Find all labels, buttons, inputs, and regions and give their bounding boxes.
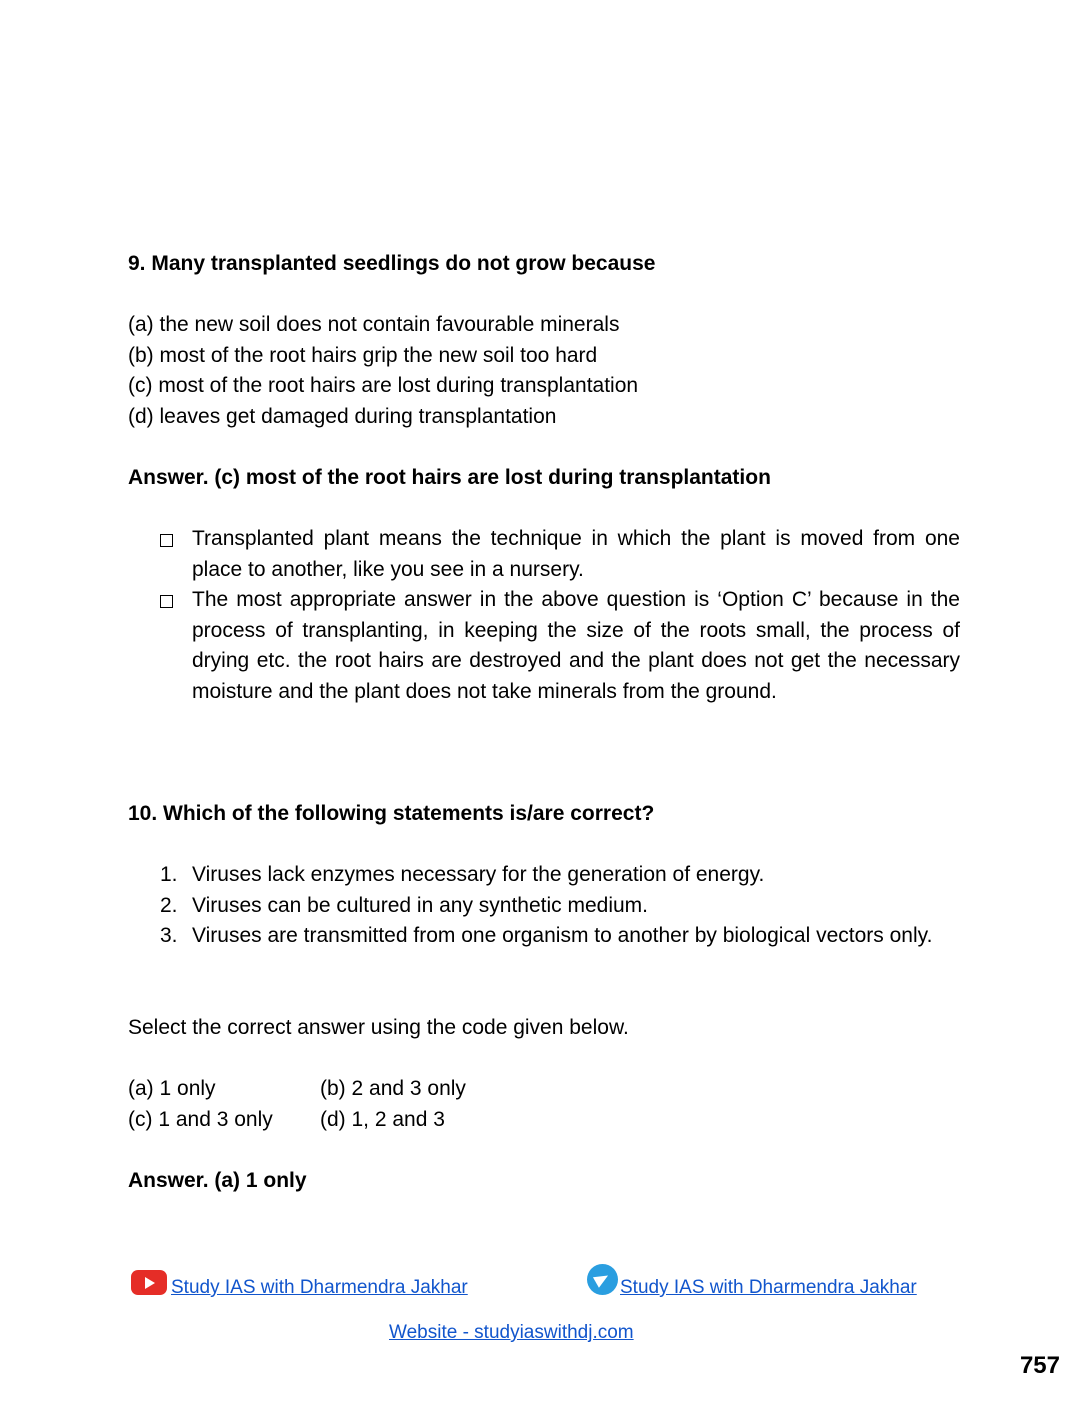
option-d: (d) leaves get damaged during transplantation: [128, 404, 557, 428]
statement-number: 3.: [160, 924, 178, 948]
bullet-square-icon: [160, 534, 173, 547]
youtube-link[interactable]: Study IAS with Dharmendra Jakhar: [171, 1277, 468, 1298]
statement-list: [160, 860, 960, 952]
statement-item: [160, 860, 960, 891]
page-number: 757: [1019, 1352, 1060, 1379]
question-10-answer: Answer. (a) 1 only: [128, 1169, 307, 1192]
explanation-text: Transplanted plant means the technique in which the plant is moved from one place to another, like you see in a nursery.: [192, 527, 960, 581]
question-9-title: 9. Many transplanted seedlings do not grow because: [128, 252, 656, 275]
telegram-link[interactable]: Study IAS with Dharmendra Jakhar: [620, 1277, 917, 1298]
question-10-title: 10. Which of the following statements is/are correct?: [128, 802, 655, 825]
explanation-item: [160, 524, 960, 585]
statement-text: Viruses can be cultured in any synthetic medium.: [192, 893, 649, 917]
statement-item: [160, 921, 960, 952]
telegram-icon[interactable]: [587, 1264, 618, 1295]
website-link[interactable]: Website - studyiaswithdj.com: [389, 1322, 634, 1343]
statement-number: 2.: [160, 893, 178, 917]
option-b: (b) most of the root hairs grip the new soil too hard: [128, 343, 598, 367]
explanation-list: [160, 524, 960, 708]
instruction: Select the correct answer using the code given below.: [128, 1016, 629, 1039]
option-b: (b) 2 and 3 only: [320, 1077, 466, 1100]
statement-text: Viruses are transmitted from one organism to another by biological vectors only.: [192, 924, 933, 948]
bullet-square-icon: [160, 595, 173, 608]
question-9-options: [128, 310, 638, 432]
youtube-icon[interactable]: [131, 1270, 167, 1295]
question-10-options: [128, 1074, 466, 1135]
statement-item: [160, 891, 960, 922]
explanation-text: The most appropriate answer in the above question is ‘Option C’ because in the process of transplanting, in keeping the size of the roots small, the process of drying etc. the root hairs are destroyed and the plant does not get the necessary moisture and the plant does not take minerals from the ground.: [192, 588, 960, 703]
question-9-answer: Answer. (c) most of the root hairs are lost during transplantation: [128, 466, 771, 489]
statement-number: 1.: [160, 863, 178, 886]
option-d: (d) 1, 2 and 3: [320, 1107, 445, 1131]
explanation-item: [160, 585, 960, 707]
statement-text: Viruses lack enzymes necessary for the generation of energy.: [192, 863, 765, 886]
option-a: (a) the new soil does not contain favourable minerals: [128, 313, 620, 336]
option-c: (c) most of the root hairs are lost during transplantation: [128, 374, 639, 398]
option-c: (c) 1 and 3 only: [128, 1107, 273, 1131]
option-a: (a) 1 only: [128, 1077, 216, 1100]
